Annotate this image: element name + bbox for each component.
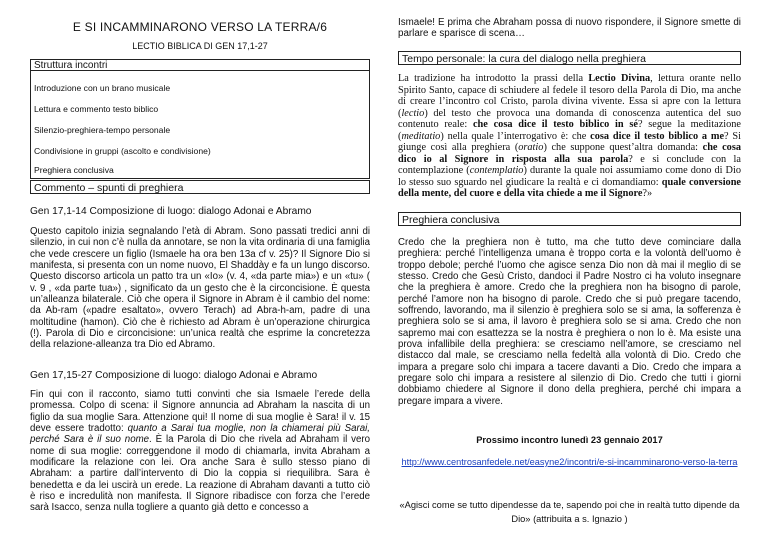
continuation-text: Ismaele! E prima che Abraham possa di nuovo rispondere, il Signore smette di parlare e sparisce di scena… [398, 17, 741, 40]
next-meeting: Prossimo incontro lunedì 23 gennaio 2017 [476, 435, 663, 445]
event-link[interactable]: http://www.centrosanfedele.net/easyne2/incontri/e-si-incamminarono-verso-la-terra [401, 457, 738, 467]
section2-heading: Gen 17,15-27 Composizione di luogo: dialogo Adonai e Abramo [30, 370, 318, 381]
page-subtitle: LECTIO BIBLICA DI GEN 17,1-27 [132, 41, 268, 51]
list-item: Preghiera conclusiva [34, 165, 114, 175]
page-title: E SI INCAMMINARONO VERSO LA TERRA/6 [72, 20, 328, 34]
list-item: Silenzio-preghiera-tempo personale [34, 125, 171, 135]
preghiera-box-label: Preghiera conclusiva [398, 212, 741, 226]
tempo-box-label: Tempo personale: la cura del dialogo nella preghiera [398, 51, 741, 65]
section2-text: Fin qui con il racconto, siamo tutti convinti che sia Ismaele l’erede della promessa. Colpo di scena: il Signore annuncia ad Abraham la nascita di un figlio da sua moglie Sara. Attenzione qui! Il nome di sua moglie è Sara! il v. 15 deve essere tradotto: quanto a Sarai tua moglie, non la chiamerai più Sarai, perché Sara è il suo nome. È la Parola di Dio che rivela ad Abraham il vero nome di sua moglie: correggendone il modo di chiamarla, invita Abraham a modificare la relazione con lei. Ora anche Sara è sullo stesso piano di Abraham: a partire dall’intervento di Dio la coppia si riequilibra. Sara è benedetta e da lei uscirà un erede. La reazione di Abraham davanti a tutto ciò è riso e incredulità non manifesta. Il Signore ribadisce con forza che l’erede sarà Isacco, senza nulla togliere a quanto già detto e concesso a [30, 389, 370, 514]
section1-text: Questo capitolo inizia segnalando l’età di Abram. Sono passati tredici anni di silenzio, in cui non c’è nulla da annotare, se non la vita ordinaria di una famiglia che vede crescere un figlio (Ismaele ha ora ben 13a cf v. 25)? Il Signore Dio si manifesta, si presenta con un nome nuovo, El Shaddày e fa un lungo discorso. Questo discorso articola un patto tra un «Io» (v. 4, «da parte mia») e un «tu» ( v. 9 , «da parte tua») , significato da un gesto che è la circoncisione. È questa un’alleanza bilaterale. Ciò che opera il Signore in Abram è il cambio del nome: da Ab-ram («padre esaltato», ovvero Terach) ad Abra-h-am, padre di una moltitudine (hamon). Ciò che è richiesto ad Abram è un’operazione chirurgica (!). Parola di Dio e circoncisione: un’unica realtà che esprime la concretezza della relazione-alleanza tra Dio ed Abramo. [30, 226, 370, 351]
struttura-list [30, 71, 370, 179]
list-item: Condivisione in gruppi (ascolto e condivisione) [34, 146, 211, 156]
lectio-text: La tradizione ha introdotto la prassi della Lectio Divina, lettura orante nello Spirito Santo, capace di schiudere al fedele il tesoro della Parola di Dio, ma anche di creare l’incontro col Cristo, parola divina vivente. Essa si apre con la lettura (lectio) del testo che provoca una domanda di conoscenza autentica del suo contenuto reale: che cosa dice il testo biblico in sé? segue la meditazione (meditatio) nella quale l’interrogativo è: che cosa dice il testo biblico a me? Si giunge così alla preghiera (oratio) che suppone quest’altra domanda: che cosa dico io al Signore in risposta alla sua parola? e si conclude con la contemplazione (contemplatio) durante la quale noi assumiamo come dono di Dio lo stesso suo sguardo nel giudicare la realtà e ci domandiamo: quale conversione della mente, del cuore e della vita chiede a me il Signore?» [398, 73, 742, 199]
closing-quote: «Agisci come se tutto dipendesse da te, sapendo poi che in realtà tutto dipende da Dio» (attribuita a s. Ignazio ) [399, 500, 740, 524]
list-item: Lettura e commento testo biblico [34, 104, 159, 114]
commento-box-label: Commento – spunti di preghiera [30, 180, 370, 194]
list-item: Introduzione con un brano musicale [34, 83, 171, 93]
struttura-box-label: Struttura incontri [30, 59, 370, 71]
preghiera-text: Credo che la preghiera non è tutto, ma che tutto deve cominciare dalla preghiera: perché l’intelligenza umana è troppo corta e la volontà dell’uomo è troppo debole; perché l’uomo che agisce senza Dio non dà mai il meglio di se stesso. Credo che Gesù Cristo, dandoci il Padre Nostro ci ha voluto insegnare che la preghiera è amore. Credo che la preghiera non ha bisogno di parole, perché l’amore non ha bisogno di parole. Credo che si può pregare tacendo, soffrendo, lavorando, ma il silenzio è preghiera solo se si ama, la sofferenza è preghiera solo se si ama, il lavoro è preghiera solo se si ama. Credo che non sapremo mai con esattezza se la nostra è preghiera o non lo è. Ma esiste una prova infallibile della preghiera: se cresciamo nell’amore, se cresciamo nel distacco dal male, se cresciamo nella fedeltà alla volontà di Dio. Credo che impara a pregare solo chi impara a tacere davanti a Dio. Credo che impara a pregare solo chi impara a resistere al silenzio di Dio. Credo che tutti i giorni dobbiamo chiedere al Signore il dono della preghiera, perché chi impara a pregare impara a vivere. [398, 237, 741, 407]
section1-heading: Gen 17,1-14 Composizione di luogo: dialogo Adonai e Abramo [30, 206, 312, 217]
